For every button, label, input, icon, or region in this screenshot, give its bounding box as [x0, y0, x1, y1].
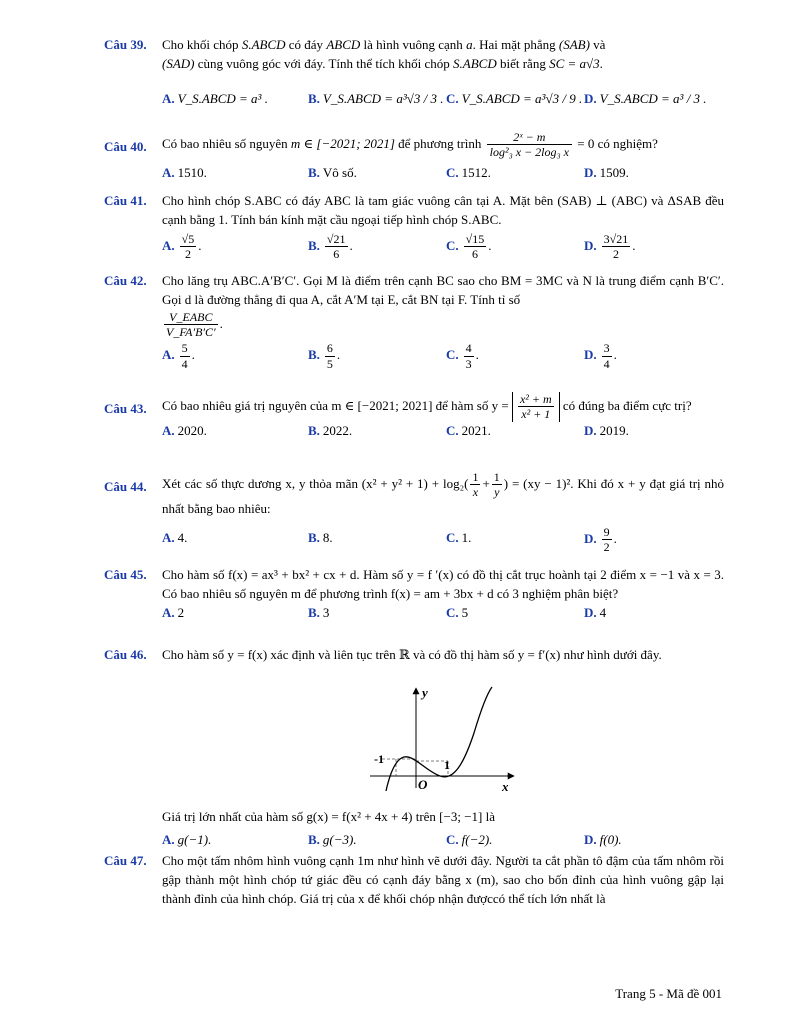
- option-b[interactable]: B. $\frac{6}{5}$ .: [308, 341, 341, 371]
- question-number: Câu 43.: [104, 401, 147, 416]
- question-text: Có bao nhiêu số nguyên m ∈ [−2021; 2021] để phương trình $\frac{\text{2ˣ − m}}{\text{log²₃ x − 2log₃ x}}$ = 0 có nghiệm?: [162, 130, 658, 160]
- option-b[interactable]: B. 3: [308, 604, 330, 620]
- origin-label: O: [418, 777, 428, 792]
- f-prime-curve: [386, 687, 492, 791]
- option-c[interactable]: C. 5: [446, 604, 469, 620]
- ratio-fraction: $\frac{\text{V\_EABC}}{V\_FA'B'C'}$: [166, 309, 216, 340]
- question-47: [104, 852, 724, 909]
- question-text: Cho hình chóp S.ABC có đáy ABC là tam giác vuông cân tại A. Mặt bên (SAB) ⊥ (ABC) và ΔSAB đều cạnh bằng 1. Tính bán kính mặt cầu ngoại tiếp hình chóp S.ABC.: [162, 193, 724, 227]
- question-40: [104, 130, 724, 186]
- question-46: [104, 646, 724, 665]
- answer-options: [162, 525, 724, 555]
- option-d[interactable]: D. 2019.: [584, 422, 629, 438]
- question-number: Câu 47.: [104, 853, 147, 868]
- option-c[interactable]: C. f(−2).: [446, 831, 493, 847]
- option-c[interactable]: C. $\frac{4}{3}$ .: [446, 341, 479, 371]
- option-d[interactable]: D. $\frac{3√21}{2}$ .: [584, 231, 636, 262]
- question-44: [104, 470, 724, 555]
- option-d[interactable]: D. $\frac{9}{2}$ .: [584, 524, 617, 555]
- derivative-graph: [364, 683, 524, 793]
- question-number: Câu 44.: [104, 479, 147, 494]
- option-a[interactable]: A. $\frac{5}{4}$ .: [162, 341, 195, 371]
- answer-options: [162, 90, 724, 112]
- option-d[interactable]: D. V_S.ABCD = a³ / 3 .: [584, 90, 707, 106]
- question-text: Xét các số thực dương x, y thỏa mãn (x² + y² + 1) + log₂( $\frac{1}{x}$ + $\frac{1}{y}$ ) = (xy − 1)². Khi đó x + y đạt giá trị nhỏ nhất bằng bao nhiêu:: [162, 470, 725, 516]
- question-43: [104, 392, 724, 444]
- y-axis-label: y: [422, 685, 428, 700]
- question-number: Câu 39.: [104, 37, 147, 52]
- x-axis-label: x: [502, 779, 509, 793]
- question-number: Câu 41.: [104, 193, 147, 208]
- question-number: Câu 46.: [104, 647, 147, 662]
- option-c[interactable]: C. $\frac{√15}{6}$ .: [446, 231, 492, 262]
- option-b[interactable]: B. 8.: [308, 529, 333, 545]
- question-text: Cho khối chóp S.ABCD có đáy ABCD là hình vuông cạnh a. Hai mặt phẳng (SAB) và (SAD) cùng vuông góc với đáy. Tính thể tích khối chóp S.ABCD biết rằng SC = a√3.: [162, 37, 606, 71]
- question-41: [104, 192, 724, 262]
- option-b[interactable]: B. 2022.: [308, 422, 353, 438]
- question-42: [104, 272, 724, 371]
- question-text: Cho lăng trụ ABC.A′B′C′. Gọi M là điểm trên cạnh BC sao cho BM = 3MC và N là trung điểm cạnh B′C′. Gọi d là đường thẳng đi qua A, cắt A′M tại E, cắt BN tại F. Tính tỉ số $\frac{\text{V\_EABC}}{V\_FA'B'C'}$ .: [162, 273, 724, 340]
- option-c[interactable]: C. 2021.: [446, 422, 491, 438]
- option-a[interactable]: A. V_S.ABCD = a³ .: [162, 90, 268, 106]
- option-a[interactable]: A. 1510.: [162, 164, 207, 180]
- question-46-prompt: [104, 808, 724, 853]
- option-c[interactable]: C. 1512.: [446, 164, 491, 180]
- option-a[interactable]: A. 2020.: [162, 422, 207, 438]
- option-a[interactable]: A. $\frac{√5}{2}$ .: [162, 231, 202, 262]
- option-a[interactable]: A. 2: [162, 604, 185, 620]
- tick-label: -1: [374, 752, 384, 766]
- question-text: Cho hàm số f(x) = ax³ + bx² + cx + d. Hàm số y = f ′(x) có đồ thị cắt trục hoành tại 2 điểm x = −1 và x = 3. Có bao nhiêu số nguyên m để phương trình f(x) = am + 3bx + d có 3 nghiệm phân biệt?: [162, 567, 724, 601]
- question-number: Câu 45.: [104, 567, 147, 582]
- option-b[interactable]: B. $\frac{√21}{6}$ .: [308, 231, 353, 262]
- question-text: Cho hàm số y = f(x) xác định và liên tục trên ℝ và có đồ thị hàm số y = f′(x) như hình dưới đây.: [162, 647, 662, 662]
- option-d[interactable]: D. 4: [584, 604, 607, 620]
- question-45: [104, 566, 724, 626]
- option-a[interactable]: A. g(−1).: [162, 831, 212, 847]
- option-c[interactable]: C. 1.: [446, 529, 472, 545]
- answer-options: [162, 604, 724, 626]
- option-b[interactable]: B. V_S.ABCD = a³√3 / 3 .: [308, 90, 444, 106]
- option-a[interactable]: A. 4.: [162, 529, 188, 545]
- option-b[interactable]: B. Vô số.: [308, 164, 357, 180]
- option-b[interactable]: B. g(−3).: [308, 831, 357, 847]
- answer-options: [162, 341, 724, 371]
- answer-options: [162, 422, 724, 444]
- question-number: Câu 42.: [104, 273, 147, 288]
- option-d[interactable]: D. 1509.: [584, 164, 629, 180]
- answer-options: [162, 232, 724, 262]
- answer-options: [162, 164, 724, 186]
- page-footer: Trang 5 - Mã đề 001: [615, 986, 722, 1001]
- option-d[interactable]: D. $\frac{3}{4}$ .: [584, 341, 617, 371]
- option-c[interactable]: C. V_S.ABCD = a³√3 / 9 .: [446, 90, 583, 106]
- question-text: Cho một tấm nhôm hình vuông cạnh 1m như hình vẽ dưới đây. Người ta cắt phần tô đậm của tấm nhôm rồi gập thành một hình chóp tứ giác đều có cạnh đáy bằng x (m), sao cho bốn đỉnh của hình vuông gập lại thành đỉnh của hình chóp. Giá trị của x để khối chóp nhận đượccó thể tích lớn nhất là: [162, 853, 724, 906]
- equation-fraction: $\frac{\text{2ˣ − m}}{\text{log²₃ x − 2log₃ x}}$: [487, 130, 572, 160]
- question-number: Câu 40.: [104, 139, 147, 154]
- option-d[interactable]: D. f(0).: [584, 831, 622, 847]
- question-39: [104, 36, 724, 112]
- answer-options: [162, 831, 724, 853]
- question-text: Giá trị lớn nhất của hàm số g(x) = f(x² + 4x + 4) trên [−3; −1] là: [162, 809, 495, 824]
- question-text: Có bao nhiêu giá trị nguyên của m ∈ [−2021; 2021] để hàm số y = $\frac{\text{x² + m}}{\text{x² + 1}}$ có đúng ba điểm cực trị?: [162, 392, 692, 422]
- tick-label: 1: [444, 758, 450, 772]
